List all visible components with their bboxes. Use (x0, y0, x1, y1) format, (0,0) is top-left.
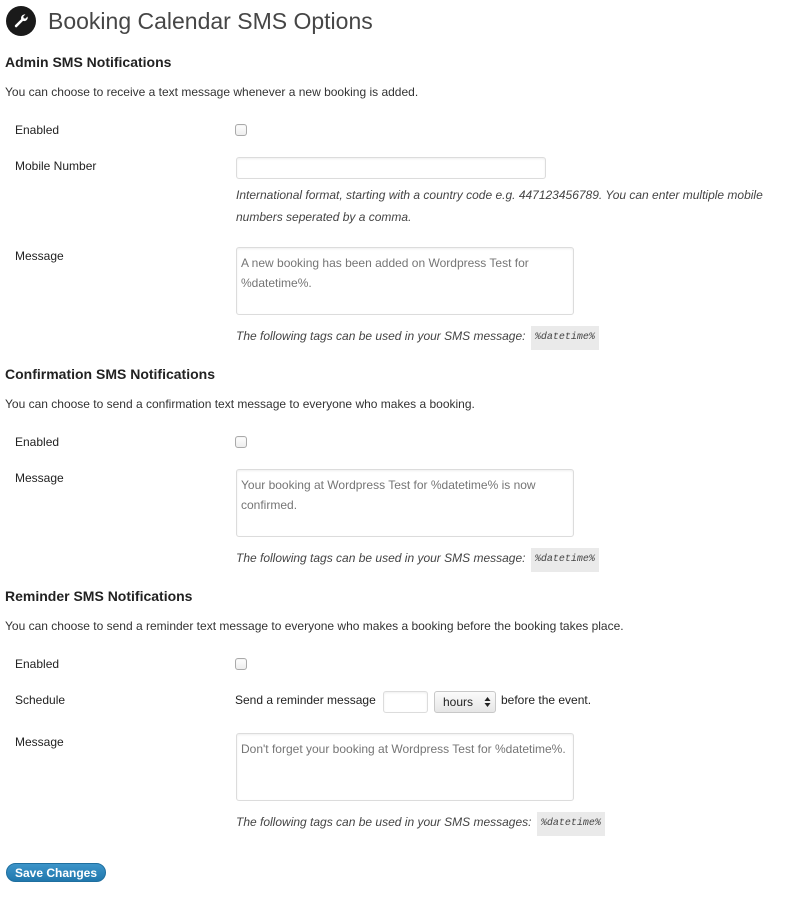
admin-section-description: You can choose to receive a text message whenever a new booking is added. (5, 85, 419, 99)
admin-mobile-label: Mobile Number (15, 159, 97, 173)
confirmation-enabled-label: Enabled (15, 435, 60, 449)
admin-mobile-help (236, 184, 763, 228)
save-changes-button[interactable]: Save Changes (6, 863, 106, 882)
admin-message-textarea[interactable] (236, 247, 574, 315)
schedule-suffix-text: before the event. (501, 693, 592, 707)
wrench-icon (6, 6, 36, 36)
admin-datetime-tag: %datetime% (531, 326, 599, 350)
confirmation-tags-help (236, 547, 599, 572)
admin-tags-text: The following tags can be used in your SMS message: (236, 329, 526, 343)
confirmation-message-label: Message (15, 471, 64, 485)
reminder-message-label: Message (15, 735, 64, 749)
reminder-tags-help (236, 811, 605, 836)
confirmation-section-description: You can choose to send a confirmation text message to everyone who makes a booking. (5, 397, 475, 411)
reminder-section-description: You can choose to send a reminder text message to everyone who makes a booking before the booking takes place. (5, 619, 624, 633)
admin-enabled-checkbox[interactable] (235, 124, 247, 136)
reminder-datetime-tag: %datetime% (537, 812, 605, 836)
reminder-schedule-label: Schedule (15, 693, 66, 707)
reminder-enabled-label: Enabled (15, 657, 60, 671)
select-arrows-icon (484, 696, 491, 708)
confirmation-enabled-checkbox[interactable] (235, 436, 247, 448)
page-title: Booking Calendar SMS Options (48, 8, 373, 34)
admin-mobile-help-line2: numbers seperated by a comma. (236, 210, 412, 224)
admin-section-heading: Admin SMS Notifications (5, 54, 172, 70)
confirmation-message-textarea[interactable] (236, 469, 574, 537)
admin-enabled-label: Enabled (15, 123, 60, 137)
reminder-message-textarea[interactable] (236, 733, 574, 801)
confirmation-datetime-tag: %datetime% (531, 548, 599, 572)
admin-mobile-input[interactable] (236, 157, 546, 179)
reminder-section-heading: Reminder SMS Notifications (5, 588, 193, 604)
admin-message-label: Message (15, 249, 64, 263)
admin-mobile-help-line1: International format, starting with a country code e.g. 447123456789. You can enter multiple mobile (236, 188, 763, 202)
reminder-tags-text: The following tags can be used in your SMS messages: (236, 815, 532, 829)
schedule-prefix-text: Send a reminder message (235, 693, 376, 707)
schedule-amount-input[interactable] (383, 691, 428, 713)
reminder-enabled-checkbox[interactable] (235, 658, 247, 670)
admin-tags-help (236, 325, 599, 350)
confirmation-section-heading: Confirmation SMS Notifications (5, 366, 215, 382)
schedule-unit-value: hours (443, 695, 474, 709)
schedule-unit-select[interactable] (434, 691, 496, 713)
confirmation-tags-text: The following tags can be used in your SMS message: (236, 551, 526, 565)
